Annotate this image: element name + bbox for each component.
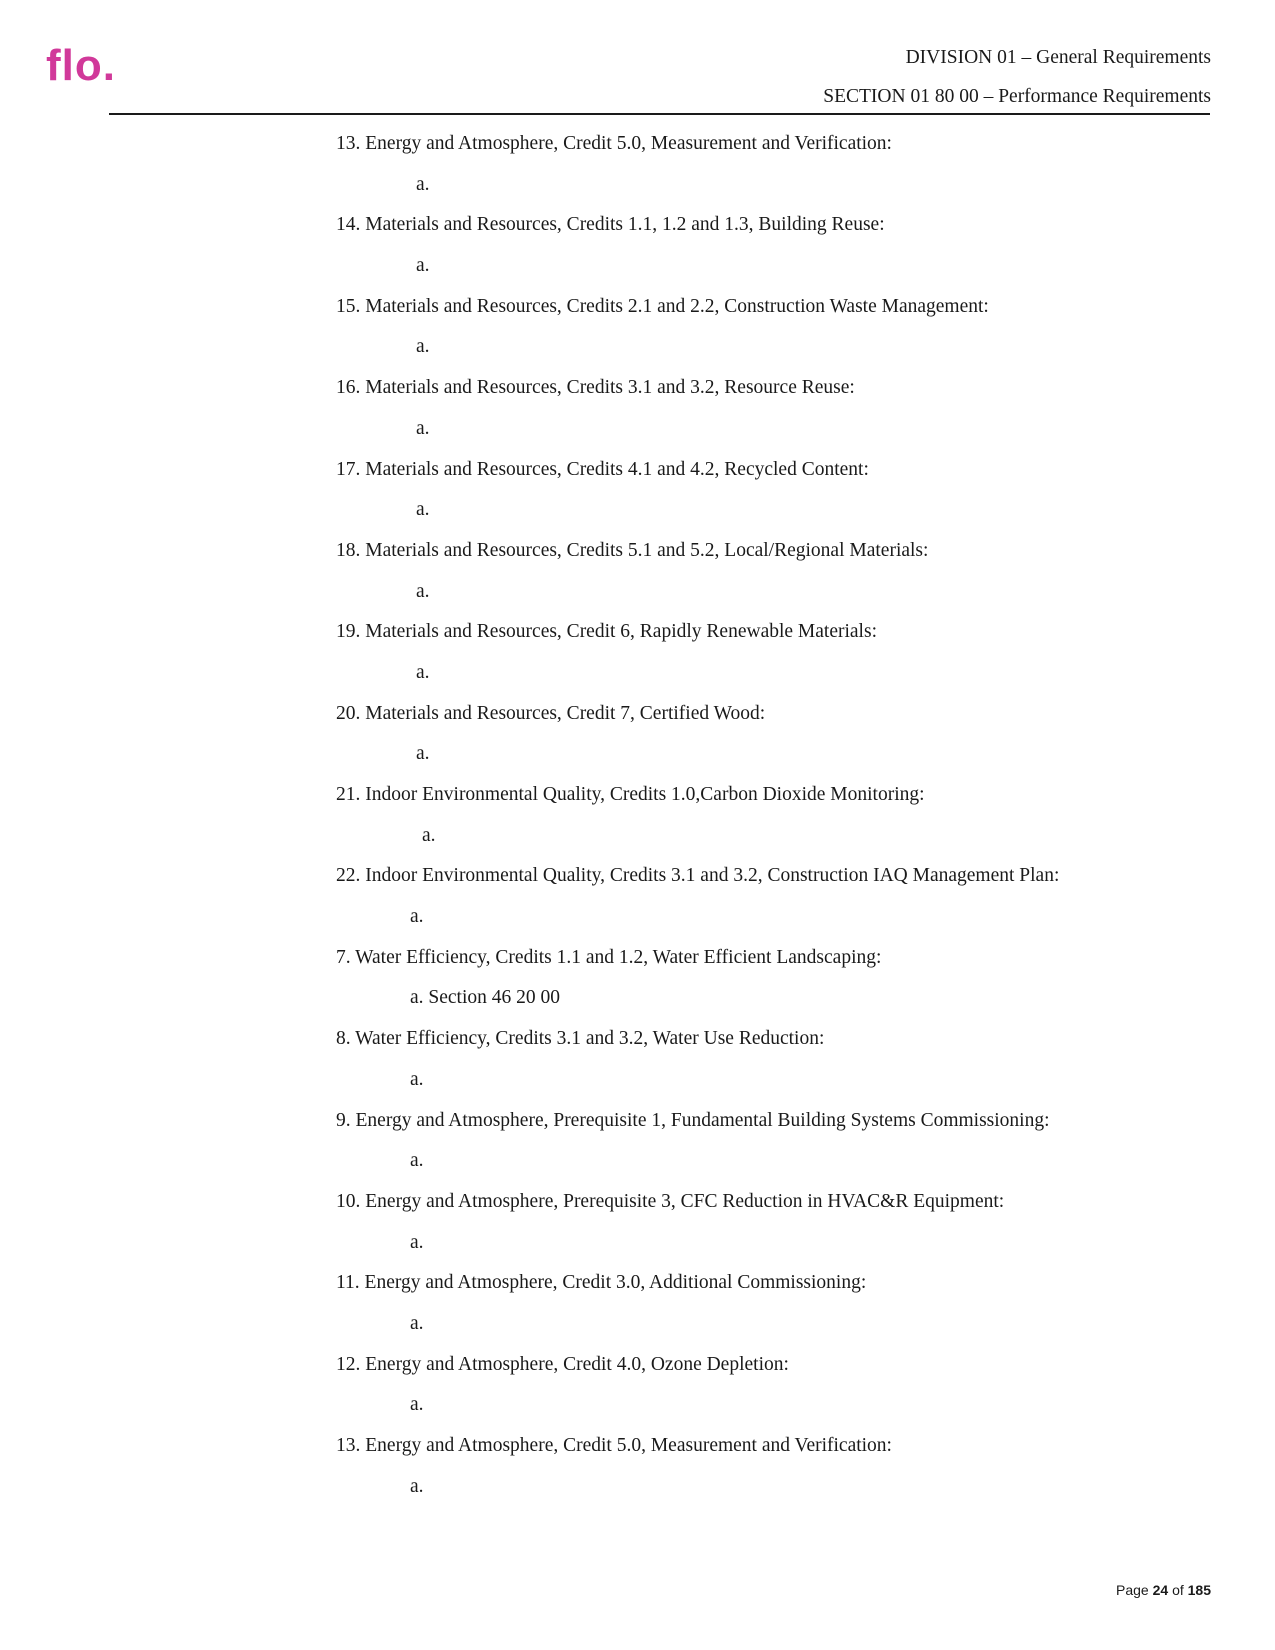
section-title: SECTION 01 80 00 – Performance Requirements (823, 86, 1211, 107)
list-item: 10. Energy and Atmosphere, Prerequisite 3, CFC Reduction in HVAC&R Equipment: (336, 1190, 1005, 1212)
page-prefix: Page (1116, 1582, 1149, 1598)
list-item: 9. Energy and Atmosphere, Prerequisite 1, Fundamental Building Systems Commissioning: (336, 1109, 1050, 1131)
page-current: 24 (1152, 1582, 1169, 1598)
list-item: 7. Water Efficiency, Credits 1.1 and 1.2, Water Efficient Landscaping: (336, 946, 882, 968)
list-subitem: a. (410, 1150, 424, 1172)
page-total: 185 (1187, 1582, 1211, 1598)
list-item: 12. Energy and Atmosphere, Credit 4.0, Ozone Depletion: (336, 1353, 789, 1375)
list-subitem: a. (416, 173, 430, 195)
list-item: 8. Water Efficiency, Credits 3.1 and 3.2, Water Use Reduction: (336, 1028, 825, 1050)
list-item: 20. Materials and Resources, Credit 7, Certified Wood: (336, 702, 766, 724)
list-subitem: a. (410, 1475, 424, 1497)
page-header (823, 44, 1211, 112)
list-item: 16. Materials and Resources, Credits 3.1 and 3.2, Resource Reuse: (336, 377, 855, 399)
list-item: 21. Indoor Environmental Quality, Credits 1.0,Carbon Dioxide Monitoring: (336, 784, 925, 805)
list-subitem: a. Section 46 20 00 (410, 987, 561, 1009)
list-subitem: a. (416, 417, 430, 439)
list-subitem: a. (416, 661, 430, 683)
logo-text: flo. (46, 44, 116, 88)
division-title: DIVISION 01 – General Requirements (905, 47, 1211, 68)
list-item: 13. Energy and Atmosphere, Credit 5.0, Measurement and Verification: (336, 133, 892, 154)
flo-logo (46, 44, 146, 88)
list-subitem: a. (410, 1394, 424, 1416)
requirements-list (336, 124, 1196, 1507)
list-item: 11. Energy and Atmosphere, Credit 3.0, Additional Commissioning: (336, 1272, 867, 1294)
list-item: 17. Materials and Resources, Credits 4.1 and 4.2, Recycled Content: (336, 458, 869, 480)
list-item: 15. Materials and Resources, Credits 2.1 and 2.2, Construction Waste Management: (336, 295, 989, 317)
list-item: 18. Materials and Resources, Credits 5.1 and 5.2, Local/Regional Materials: (336, 539, 929, 561)
page-number (1116, 1582, 1211, 1598)
list-item: 22. Indoor Environmental Quality, Credits 3.1 and 3.2, Construction IAQ Management Plan: (336, 865, 1060, 887)
list-item: 14. Materials and Resources, Credits 1.1, 1.2 and 1.3, Building Reuse: (336, 214, 885, 236)
list-subitem: a. (416, 743, 430, 765)
list-subitem: a. (416, 255, 430, 277)
list-subitem: a. (410, 1312, 424, 1334)
list-subitem: a. (416, 580, 430, 602)
header-divider (109, 113, 1210, 115)
list-subitem: a. (422, 824, 436, 846)
list-subitem: a. (410, 906, 424, 928)
list-item: 19. Materials and Resources, Credit 6, Rapidly Renewable Materials: (336, 621, 877, 643)
list-subitem: a. (416, 499, 430, 521)
list-item: 13. Energy and Atmosphere, Credit 5.0, Measurement and Verification: (336, 1435, 892, 1456)
list-subitem: a. (416, 336, 430, 358)
page-separator: of (1172, 1582, 1184, 1598)
list-subitem: a. (410, 1068, 424, 1090)
list-subitem: a. (410, 1231, 424, 1253)
